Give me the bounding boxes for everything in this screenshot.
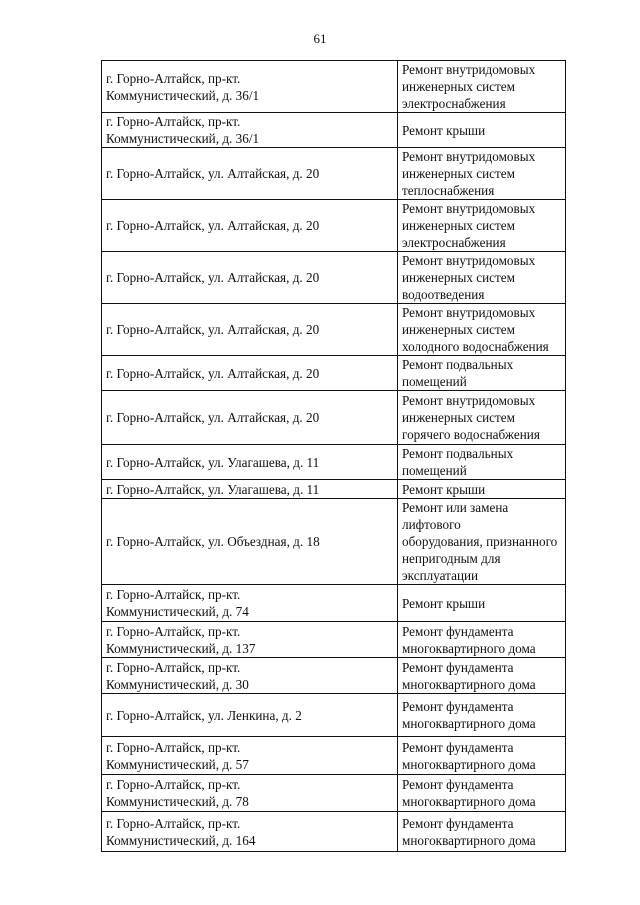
work-line: лифтового <box>402 517 461 532</box>
address-line: г. Горно-Алтайск, пр-кт. <box>106 70 241 86</box>
table-row <box>102 622 566 658</box>
address-line: г. Горно-Алтайск, пр-кт. <box>106 623 241 639</box>
address-line: Коммунистический, д. 74 <box>106 604 249 619</box>
address-line: Коммунистический, д. 78 <box>106 794 249 809</box>
table-row <box>102 694 566 737</box>
work-line: электроснабжения <box>402 235 506 250</box>
work-cell <box>398 113 566 148</box>
address-line: Коммунистический, д. 57 <box>106 756 249 772</box>
address-cell <box>102 694 398 737</box>
table-row <box>102 61 566 113</box>
address-line: г. Горно-Алтайск, ул. Алтайская, д. 20 <box>106 218 320 233</box>
work-cell <box>398 622 566 658</box>
work-cell <box>398 304 566 356</box>
work-line: Ремонт фундамента <box>402 623 514 639</box>
work-cell <box>398 252 566 304</box>
address-line: г. Горно-Алтайск, ул. Алтайская, д. 20 <box>106 365 320 381</box>
repair-table <box>101 60 566 852</box>
address-line: г. Горно-Алтайск, пр-кт. <box>106 114 241 129</box>
address-cell <box>102 499 398 585</box>
work-line: Ремонт внутридомовых <box>402 305 536 320</box>
work-line: Ремонт фундамента <box>402 815 514 831</box>
address-cell <box>102 252 398 304</box>
address-line: г. Горно-Алтайск, ул. Алтайская, д. 20 <box>106 322 320 337</box>
work-line: многоквартирного дома <box>402 794 536 809</box>
table-row <box>102 148 566 200</box>
work-line: многоквартирного дома <box>402 676 536 692</box>
address-cell <box>102 658 398 694</box>
table-row <box>102 391 566 445</box>
page-number: 61 <box>313 31 327 46</box>
work-line: электроснабжения <box>402 96 506 111</box>
address-line: г. Горно-Алтайск, пр-кт. <box>106 777 241 792</box>
address-cell <box>102 480 398 499</box>
work-cell <box>398 499 566 585</box>
work-line: оборудования, признанного <box>402 534 558 549</box>
address-line: Коммунистический, д. 36/1 <box>106 131 260 146</box>
work-line: Ремонт внутридомовых <box>402 201 536 216</box>
address-cell <box>102 737 398 775</box>
work-line: Ремонт крыши <box>402 595 486 611</box>
table-row <box>102 356 566 391</box>
address-line: г. Горно-Алтайск, пр-кт. <box>106 587 241 602</box>
work-cell <box>398 812 566 852</box>
address-cell <box>102 113 398 148</box>
address-cell <box>102 622 398 658</box>
work-line: инженерных систем <box>402 166 515 181</box>
work-line: горячего водоснабжения <box>402 427 540 442</box>
work-line: Ремонт фундамента <box>402 777 514 792</box>
work-line: Ремонт крыши <box>402 122 486 138</box>
address-line: г. Горно-Алтайск, ул. Улагашева, д. 11 <box>106 481 320 497</box>
work-line: Ремонт крыши <box>402 481 486 497</box>
work-cell <box>398 694 566 737</box>
address-line: г. Горно-Алтайск, пр-кт. <box>106 659 241 675</box>
address-cell <box>102 585 398 622</box>
work-line: Ремонт внутридомовых <box>402 62 536 77</box>
work-line: Ремонт внутридомовых <box>402 393 536 408</box>
work-line: холодного водоснабжения <box>402 339 549 354</box>
work-line: Ремонт фундамента <box>402 699 514 714</box>
address-cell <box>102 391 398 445</box>
table-row <box>102 585 566 622</box>
work-cell <box>398 658 566 694</box>
work-line: Ремонт подвальных <box>402 357 514 372</box>
work-line: инженерных систем <box>402 79 515 94</box>
work-cell <box>398 585 566 622</box>
table-row <box>102 737 566 775</box>
work-line: инженерных систем <box>402 410 515 425</box>
work-line: водоотведения <box>402 287 485 302</box>
work-line: помещений <box>402 463 467 478</box>
table-row <box>102 658 566 694</box>
address-cell <box>102 356 398 391</box>
address-cell <box>102 304 398 356</box>
work-cell <box>398 445 566 480</box>
work-cell <box>398 480 566 499</box>
work-cell <box>398 148 566 200</box>
work-cell <box>398 356 566 391</box>
address-cell <box>102 148 398 200</box>
address-line: г. Горно-Алтайск, ул. Алтайская, д. 20 <box>106 166 320 181</box>
work-line: инженерных систем <box>402 270 515 285</box>
table-row <box>102 200 566 252</box>
address-line: Коммунистический, д. 36/1 <box>106 87 260 103</box>
address-line: Коммунистический, д. 137 <box>106 640 256 656</box>
address-line: Коммунистический, д. 30 <box>106 676 249 692</box>
work-line: многоквартирного дома <box>402 756 536 772</box>
address-line: г. Горно-Алтайск, ул. Объездная, д. 18 <box>106 534 320 549</box>
work-line: Ремонт внутридомовых <box>402 149 536 164</box>
address-cell <box>102 775 398 812</box>
work-line: Ремонт фундамента <box>402 659 514 675</box>
table-row <box>102 812 566 852</box>
table-row <box>102 499 566 585</box>
work-cell <box>398 737 566 775</box>
address-cell <box>102 812 398 852</box>
table-row <box>102 113 566 148</box>
work-line: теплоснабжения <box>402 183 495 198</box>
table-row <box>102 480 566 499</box>
address-cell <box>102 445 398 480</box>
work-line: непригодным для эксплуатации <box>402 551 501 583</box>
address-line: г. Горно-Алтайск, ул. Улагашева, д. 11 <box>106 454 320 470</box>
work-line: Ремонт внутридомовых <box>402 253 536 268</box>
address-cell <box>102 200 398 252</box>
work-cell <box>398 200 566 252</box>
work-line: многоквартирного дома <box>402 832 536 848</box>
table-row <box>102 304 566 356</box>
work-line: инженерных систем <box>402 322 515 337</box>
work-cell <box>398 61 566 113</box>
work-line: многоквартирного дома <box>402 716 536 731</box>
address-line: г. Горно-Алтайск, ул. Алтайская, д. 20 <box>106 270 320 285</box>
table-row <box>102 445 566 480</box>
work-line: Ремонт фундамента <box>402 739 514 755</box>
address-line: г. Горно-Алтайск, ул. Ленкина, д. 2 <box>106 707 302 723</box>
work-cell <box>398 391 566 445</box>
table-row <box>102 775 566 812</box>
work-line: многоквартирного дома <box>402 640 536 656</box>
work-line: инженерных систем <box>402 218 515 233</box>
work-line: помещений <box>402 374 467 389</box>
work-line: Ремонт или замена <box>402 500 509 515</box>
work-line: Ремонт подвальных <box>402 446 514 461</box>
address-line: г. Горно-Алтайск, пр-кт. <box>106 815 241 831</box>
address-cell <box>102 61 398 113</box>
table-row <box>102 252 566 304</box>
address-line: г. Горно-Алтайск, ул. Алтайская, д. 20 <box>106 410 320 425</box>
work-cell <box>398 775 566 812</box>
address-line: г. Горно-Алтайск, пр-кт. <box>106 739 241 755</box>
address-line: Коммунистический, д. 164 <box>106 832 256 848</box>
